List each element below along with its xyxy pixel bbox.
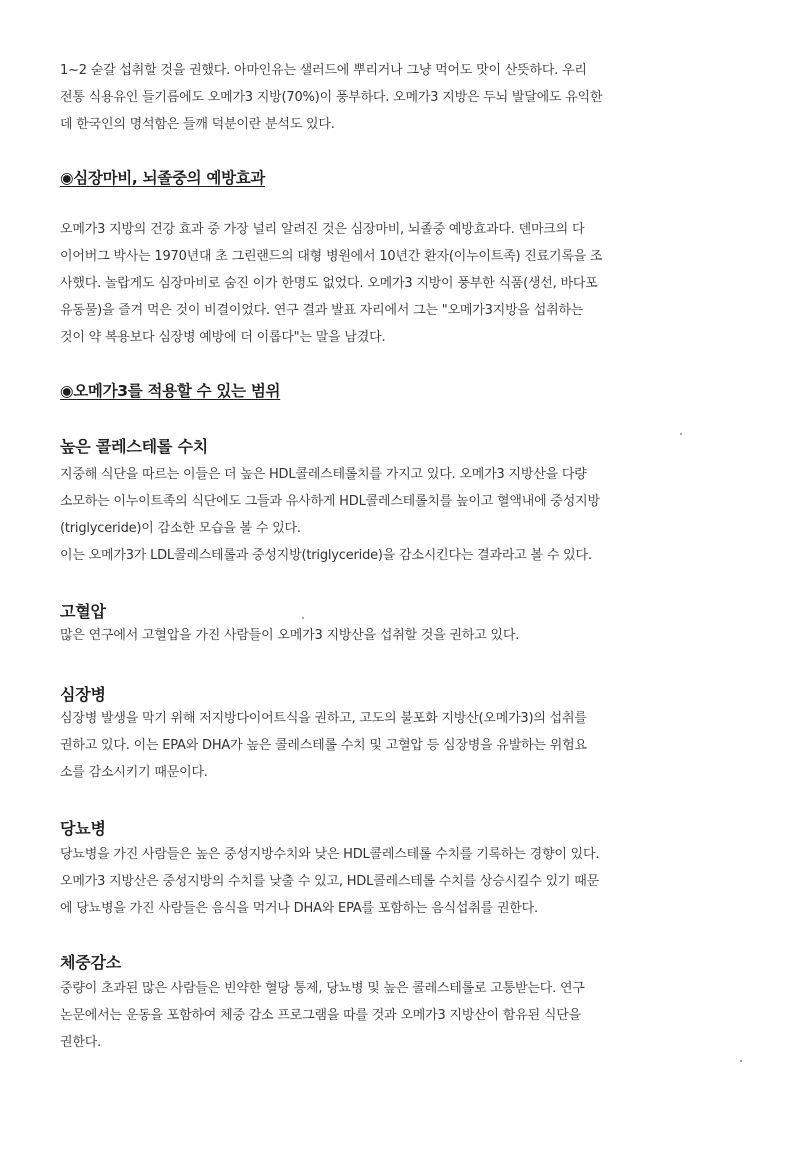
hypertension-paragraph xyxy=(60,622,722,649)
diabetes-paragraph xyxy=(60,841,722,922)
section-heading-prevention xyxy=(60,166,722,188)
subsection-heart-disease xyxy=(60,682,722,705)
subsection-title: 체중감소 xyxy=(60,953,122,972)
text-line: 소를 감소시키기 때문이다. xyxy=(60,765,208,780)
text-line: 이는 오메가3가 LDL콜레스테롤과 중성지방(triglyceride)을 감소시킨다는 결과라고 볼 수 있다. xyxy=(60,548,592,563)
section-heading: ◉심장마비, 뇌졸중의 예방효과 xyxy=(60,169,266,187)
subsection-weight-loss xyxy=(60,950,722,973)
scan-speck xyxy=(680,433,682,435)
scan-speck xyxy=(740,1060,742,1062)
subsection-cholesterol xyxy=(60,434,722,457)
text-line: 많은 연구에서 고혈압을 가진 사람들이 오메가3 지방산을 섭취할 것을 권하고 있다. xyxy=(60,628,520,643)
text-line: 권하고 있다. 이는 EPA와 DHA가 높은 콜레스테롤 수치 및 고혈압 등 심장병을 유발하는 위험요 xyxy=(60,738,587,753)
heart-disease-paragraph xyxy=(60,705,722,786)
prevention-paragraph xyxy=(60,216,722,351)
text-line: 지중해 식단을 따르는 이들은 더 높은 HDL콜레스테롤치를 가지고 있다. 오메가3 지방산을 다량 xyxy=(60,467,587,482)
text-line: 오메가3 지방의 건강 효과 중 가장 널리 알려진 것은 심장마비, 뇌졸중 예방효과다. 덴마크의 다 xyxy=(60,222,585,237)
text-line: 오메가3 지방산은 중성지방의 수치를 낮출 수 있고, HDL콜레스테롤 수치를 상승시킬수 있기 때문 xyxy=(60,874,599,889)
text-line: 권한다. xyxy=(60,1035,102,1050)
text-line: 당뇨병을 가진 사람들은 높은 중성지방수치와 낮은 HDL콜레스테롤 수치를 기록하는 경향이 있다. xyxy=(60,847,600,862)
text-line: 이어버그 박사는 1970년대 초 그린랜드의 대형 병원에서 10년간 환자(이누이트족) 진료기록을 조 xyxy=(60,249,603,264)
text-line: 데 한국인의 명석함은 들깨 덕분이란 분석도 있다. xyxy=(60,117,335,132)
section-heading-applications xyxy=(60,379,722,401)
subsection-title: 심장병 xyxy=(60,685,106,704)
intro-paragraph xyxy=(60,57,722,138)
subsection-diabetes xyxy=(60,816,722,839)
text-line: 1~2 숟갈 섭취할 것을 권했다. 아마인유는 샐러드에 뿌리거나 그냥 먹어도 맛이 산뜻하다. 우리 xyxy=(60,63,587,78)
section-heading: ◉오메가3를 적용할 수 있는 범위 xyxy=(60,382,281,400)
text-line: 심장병 발생을 막기 위해 저지방다이어트식을 권하고, 고도의 불포화 지방산(오메가3)의 섭취를 xyxy=(60,711,587,726)
text-line: 사했다. 놀랍게도 심장마비로 숨진 이가 한명도 없었다. 오메가3 지방이 풍부한 식품(생선, 바다포 xyxy=(60,276,598,291)
cholesterol-paragraph xyxy=(60,461,722,569)
scan-speck xyxy=(302,617,304,619)
text-line: (triglyceride)이 감소한 모습을 볼 수 있다. xyxy=(60,521,301,536)
text-line: 것이 약 복용보다 심장병 예방에 더 이롭다"는 말을 남겼다. xyxy=(60,330,386,345)
subsection-title: 높은 콜레스테롤 수치 xyxy=(60,437,209,456)
subsection-title: 고혈압 xyxy=(60,602,106,621)
weight-loss-paragraph xyxy=(60,975,722,1056)
text-line: 유동물)을 즐겨 먹은 것이 비결이었다. 연구 결과 발표 자리에서 그는 "오메가3지방을 섭취하는 xyxy=(60,303,584,318)
subsection-hypertension xyxy=(60,599,722,622)
text-line: 논문에서는 운동을 포함하여 체중 감소 프로그램을 따를 것과 오메가3 지방산이 함유된 식단을 xyxy=(60,1008,581,1023)
subsection-title: 당뇨병 xyxy=(60,819,106,838)
text-line: 에 당뇨병을 가진 사람들은 음식을 먹거나 DHA와 EPA를 포함하는 음식섭취를 권한다. xyxy=(60,901,538,916)
text-line: 소모하는 이누이트족의 식단에도 그들과 유사하게 HDL콜레스테롤치를 높이고 혈액내에 중성지방 xyxy=(60,494,600,509)
text-line: 전통 식용유인 들기름에도 오메가3 지방(70%)이 풍부하다. 오메가3 지방은 두뇌 발달에도 유익한 xyxy=(60,90,603,105)
text-line: 중량이 초과된 많은 사람들은 빈약한 혈당 통제, 당뇨병 및 높은 콜레스테롤로 고통받는다. 연구 xyxy=(60,981,585,996)
